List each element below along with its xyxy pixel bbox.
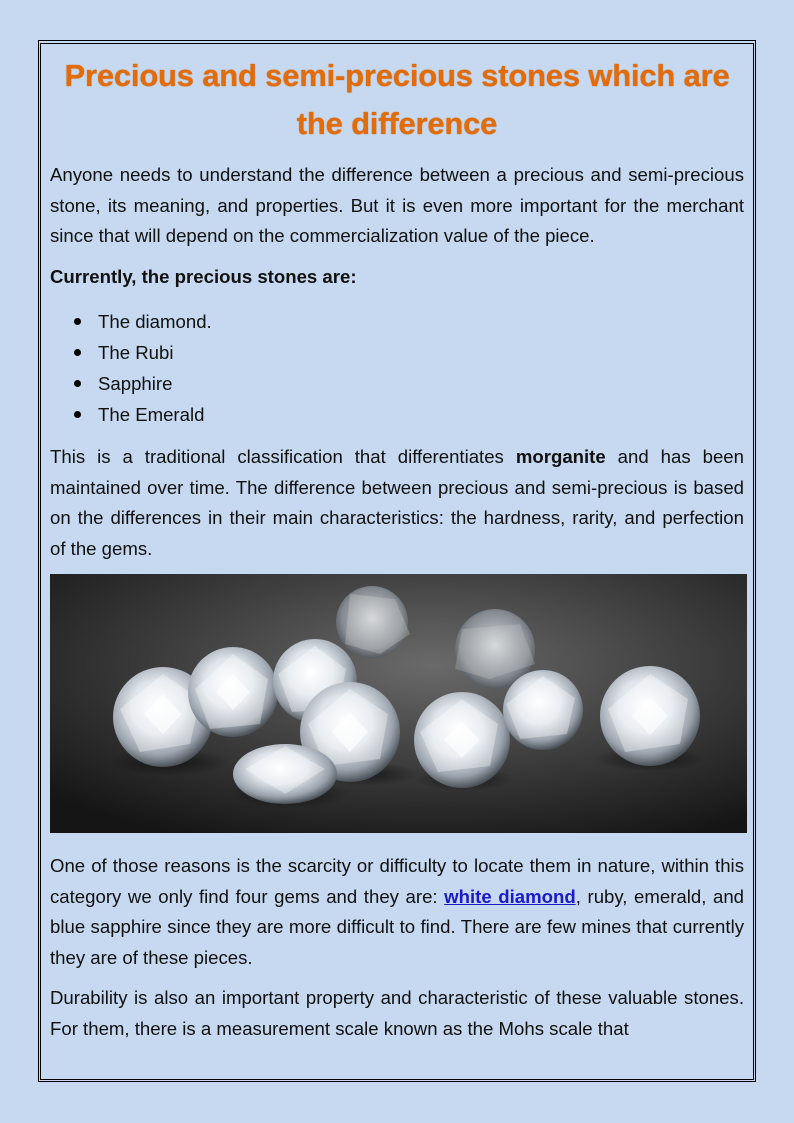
bullet-icon	[74, 349, 81, 356]
list-item	[98, 368, 744, 399]
stones-list	[50, 306, 744, 430]
bullet-icon	[74, 318, 81, 325]
list-item	[98, 306, 744, 337]
bullet-icon	[74, 380, 81, 387]
page-frame	[38, 40, 756, 1082]
bullet-icon	[74, 411, 81, 418]
intro-paragraph: Anyone needs to understand the difference between a precious and semi-precious stone, its meaning, and properties. But it is even more important for the merchant since that will depend on the commercialization value of the piece.	[50, 164, 744, 246]
list-item	[98, 337, 744, 368]
classification-paragraph	[50, 442, 744, 564]
paragraph-text: This is a traditional classification that differentiates	[50, 446, 516, 467]
paragraph-text: , ruby, emerald, and blue sapphire since they are more difficult to find. There are few mines that currently they are of these pieces.	[50, 885, 744, 968]
list-item	[98, 399, 744, 430]
morganite-bold: morganite	[515, 446, 606, 467]
scarcity-paragraph	[50, 851, 744, 973]
page-title: Precious and semi-precious stones which are the difference	[64, 58, 730, 141]
durability-paragraph: Durability is also an important property and characteristic of these valuable stones. For them, there is a measurement scale known as the Mohs scale that	[50, 987, 744, 1039]
paragraph-text: and has been maintained over time. The difference between precious and semi-precious is based on the differences in their main characteristics: the hardness, rarity, and perfection of the gems.	[50, 446, 744, 559]
list-item-text: The diamond.	[98, 311, 212, 332]
list-heading: Currently, the precious stones are:	[50, 265, 357, 287]
list-item-text: Sapphire	[98, 373, 173, 394]
diamonds-photo	[50, 574, 747, 833]
list-item-text: The Rubi	[98, 342, 174, 363]
white-diamond-link[interactable]: white diamond	[444, 885, 576, 907]
list-item-text: The Emerald	[98, 404, 205, 425]
document-body	[41, 44, 753, 1044]
paragraph-text: One of those reasons is the scarcity or difficulty to locate them in nature, within this category we only find four gems and they are:	[50, 855, 744, 907]
